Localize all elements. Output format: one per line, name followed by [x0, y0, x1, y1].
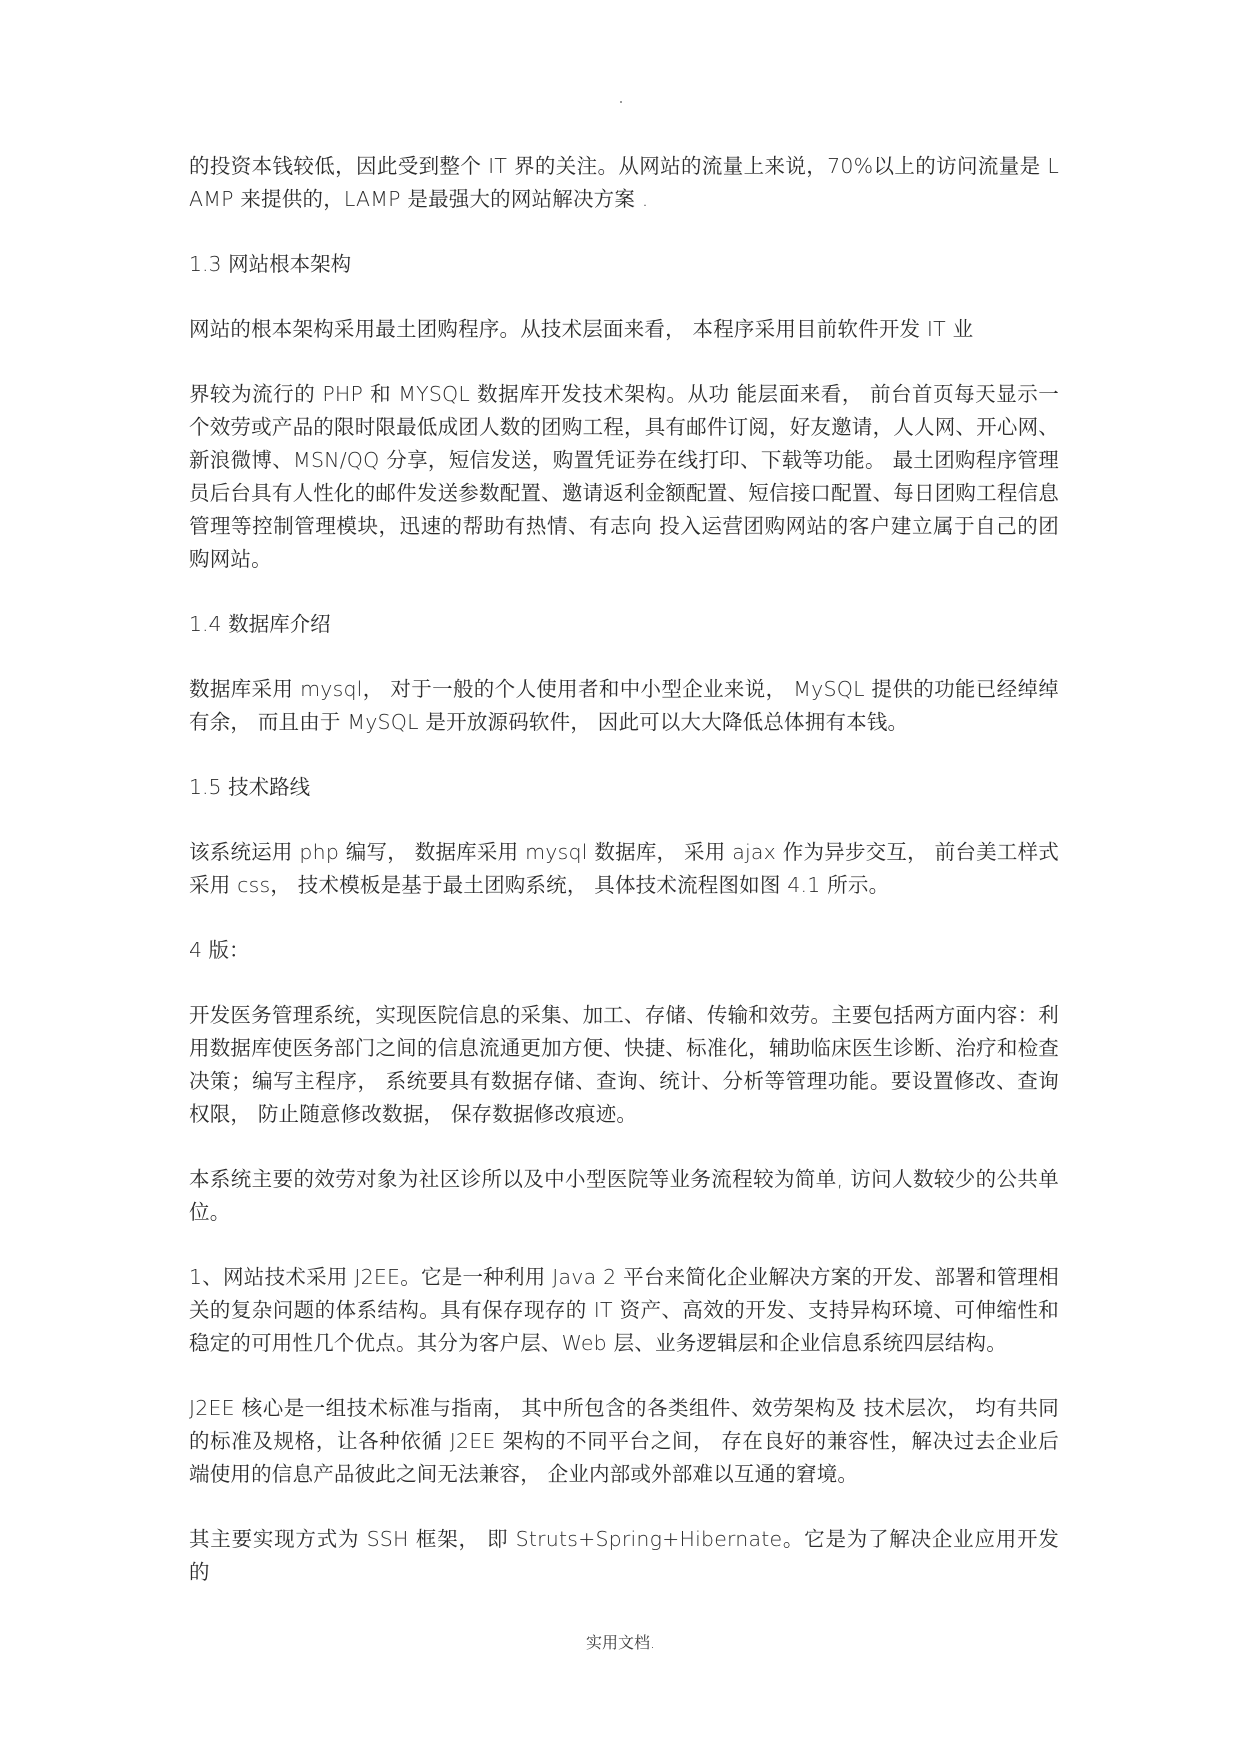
section-heading: 1.3 网站根本架构	[189, 252, 352, 276]
paragraph: 的投资本钱较低，因此受到整个 IT 界的关注。从网站的流量上来说，70%以上的访问流量是 LAMP 来提供的，LAMP 是最强大的网站解决方案 .	[189, 154, 1059, 211]
paragraph: J2EE 核心是一组技术标准与指南， 其中所包含的各类组件、效劳架构及 技术层次， 均有共同的标准及规格，让各种依循 J2EE 架构的不同平台之间， 存在良好的兼容性，解决过去企业后端使用的信息产品彼此之间无法兼容， 企业内部或外部难以互通的窘境。	[189, 1396, 1059, 1486]
paragraph: 1、网站技术采用 J2EE。它是一种利用 Java 2 平台来简化企业解决方案的开发、部署和管理相关的复杂问题的体系结构。具有保存现存的 IT 资产、高效的开发、支持异构环境、可伸缩性和稳定的可用性几个优点。其分为客户层、Web 层、业务逻辑层和企业信息系统四层结构。	[189, 1265, 1059, 1355]
paragraph: 开发医务管理系统，实现医院信息的采集、加工、存储、传输和效劳。主要包括两方面内容：利用数据库使医务部门之间的信息流通更加方便、快捷、标准化，辅助临床医生诊断、治疗和检查决策；编写主程序， 系统要具有数据存储、查询、统计、分析等管理功能。要设置修改、查询权限， 防止随意修改数据， 保存数据修改痕迹。	[189, 1003, 1059, 1126]
paragraph: 数据库采用 mysql， 对于一般的个人使用者和中小型企业来说， MySQL 提供的功能已经绰绰有余， 而且由于 MySQL 是开放源码软件， 因此可以大大降低总体拥有本钱。	[189, 677, 1059, 734]
paragraph: 界较为流行的 PHP 和 MYSQL 数据库开发技术架构。从功 能层面来看， 前台首页每天显示一个效劳或产品的限时限最低成团人数的团购工程，具有邮件订阅，好友邀请，人人网、开心网、新浪微博、MSN/QQ 分享，短信发送，购置凭证券在线打印、下载等功能。 最土团购程序管理员后台具有人性化的邮件发送参数配置、邀请返利金额配置、短信接口配置、每日团购工程信息管理等控制管理模块，迅速的帮助有热情、有志向 投入运营团购网站的客户建立属于自己的团购网站。	[189, 382, 1059, 571]
paragraph: 该系统运用 php 编写， 数据库采用 mysql 数据库， 采用 ajax 作为异步交互， 前台美工样式采用 css， 技术模板是基于最土团购系统， 具体技术流程图如图 4.1 所示。	[189, 840, 1059, 897]
document-body	[189, 150, 1059, 1589]
section-heading: 4 版：	[189, 938, 250, 962]
section-heading: 1.5 技术路线	[189, 775, 311, 799]
paragraph: 本系统主要的效劳对象为社区诊所以及中小型医院等业务流程较为简单, 访问人数较少的公共单位。	[189, 1167, 1059, 1224]
header-dot	[620, 101, 622, 103]
paragraph: 网站的根本架构采用最土团购程序。从技术层面来看， 本程序采用目前软件开发 IT 业	[189, 317, 974, 341]
page-footer: 实用文档.	[585, 1633, 656, 1652]
paragraph: 其主要实现方式为 SSH 框架， 即 Struts+Spring+Hibernate。它是为了解决企业应用开发的	[189, 1527, 1059, 1584]
section-heading: 1.4 数据库介绍	[189, 612, 331, 636]
